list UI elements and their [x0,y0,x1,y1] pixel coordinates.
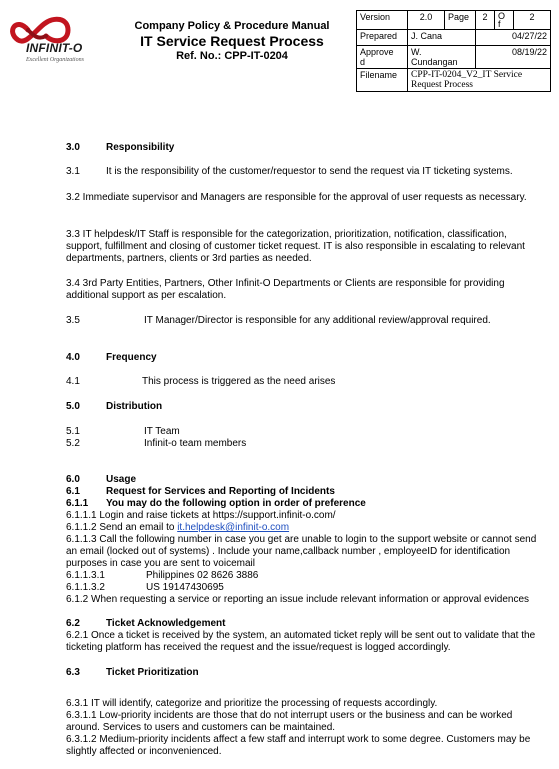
version-value: 2.0 [408,11,445,30]
page-label: Page [445,11,476,30]
section-title: Responsibility [106,142,175,153]
section-number: 3.0 [66,142,80,153]
item-6-1-2: 6.1.2 When requesting a service or reporting an issue include relevant information or approval evidences [66,594,530,605]
logo-wordmark: INFINIT-O [26,41,83,55]
item-number: 6.1.1.3.2 [66,582,105,593]
item-title: Request for Services and Reporting of Incidents [106,486,335,497]
item-number: 3.1 [66,166,80,177]
item-title: Ticket Prioritization [106,667,199,678]
item-6-3-1-1: 6.3.1.1 Low-priority incidents are those that do not interrupt users or the business and can be worked around. Services to users and customers can be maintained. [66,710,513,733]
item-text: It is the responsibility of the customer/requestor to send the request via IT ticketing systems. [106,166,513,177]
item-text: This process is triggered as the need arises [142,376,336,387]
item-6-3-1: 6.3.1 IT will identify, categorize and prioritize the processing of requests accordingly. [66,698,438,709]
item-5-2 [66,438,246,450]
approved-date: 08/19/22 [476,46,551,69]
reference-number: Ref. No.: CPP-IT-0204 [176,50,288,62]
page-number: 2 [476,11,495,30]
logo-tagline: Excellent Organizations [26,57,84,63]
section-title: Frequency [106,352,157,363]
item-3-5 [66,315,491,327]
manual-title: Company Policy & Procedure Manual [134,20,330,32]
item-number: 6.2 [66,618,80,629]
section-6-heading [66,474,136,486]
item-6-1-1-3: 6.1.1.3 Call the following number in case you get are unable to login to the support website or cannot send an email (locked out of systems) . Include your name,callback number , employeeID for identification purposes in case you are sent to voicemail [66,534,537,569]
item-number: 3.5 [66,315,80,326]
item-6-3-1-2: 6.3.1.2 Medium-priority incidents affect a few staff and interrupt work to some degree. Customers may be slightly affected or inconvenienced. [66,734,531,757]
item-3-4: 3.4 3rd Party Entities, Partners, Other Infinit-O Departments or Clients are responsible for providing additional support as per escalation. [66,278,505,301]
item-3-1 [66,166,513,178]
document-title: IT Service Request Process [140,33,324,49]
section-3-heading [66,142,174,154]
item-6-1-1-2 [66,522,289,534]
item-6-1-1-1: 6.1.1.1 Login and raise tickets at https://support.infinit-o.com/ [66,510,336,521]
page-total: 2 [514,11,551,30]
prepared-label: Prepared [357,30,408,46]
item-number: 6.1.1.3.1 [66,570,105,581]
infinit-o-logo [8,10,104,70]
item-6-1-1-heading [66,498,366,510]
item-6-2-1: 6.2.1 Once a ticket is received by the system, an automated ticket reply will be sent out to validate that the ticketing platform has received the request and the issue/request is logged accordingly. [66,630,536,653]
helpdesk-email-link[interactable]: it.helpdesk@infinit-o.com [177,522,290,533]
item-number: 6.1 [66,486,80,497]
item-number: 6.1.1 [66,498,89,509]
item-text: Philippines 02 8626 3886 [146,570,259,581]
item-6-1-1-3-1 [66,570,258,582]
approved-by: W. Cundangan [408,46,476,69]
item-text: US 19147430695 [146,582,224,593]
item-title: You may do the following option in order of preference [106,498,366,509]
item-3-2: 3.2 Immediate supervisor and Managers are responsible for the approval of user requests as necessary. [66,192,527,203]
item-5-1 [66,426,180,438]
item-text: Infinit-o team members [144,438,247,449]
section-number: 5.0 [66,401,80,412]
version-label: Version [357,11,408,30]
item-3-3: 3.3 IT helpdesk/IT Staff is responsible for the categorization, prioritization, notification, classification, support, fulfillment and closing of customer ticket request. IT is also responsible in escalating to relevant departments, partners, clients or 3rd parties as needed. [66,229,525,264]
item-text: IT Manager/Director is responsible for any additional review/approval required. [144,315,491,326]
item-text: 6.1.1.2 Send an email to [66,522,178,533]
prepared-date: 04/27/22 [476,30,551,46]
item-6-1-heading [66,486,335,498]
section-5-heading [66,401,162,413]
section-title: Usage [106,474,137,485]
item-4-1 [66,376,335,388]
document-control-table [356,10,551,92]
approved-label: Approve d [357,46,408,69]
section-number: 6.0 [66,474,80,485]
item-6-2-heading [66,618,225,630]
item-number: 5.1 [66,426,80,437]
item-title: Ticket Acknowledgement [106,618,226,629]
section-4-heading [66,352,157,364]
of-label: O f [495,11,514,30]
item-number: 6.3 [66,667,80,678]
filename-label: Filename [357,69,408,92]
item-6-1-1-3-2 [66,582,224,594]
header-title-block [114,20,350,63]
filename-value: CPP-IT-0204_V2_IT Service Request Process [408,69,551,92]
item-number: 5.2 [66,438,80,449]
section-title: Distribution [106,401,163,412]
section-number: 4.0 [66,352,80,363]
item-6-3-heading [66,667,199,679]
prepared-by: J. Cana [408,30,476,46]
document-header [4,4,555,96]
item-number: 4.1 [66,376,80,387]
item-text: IT Team [144,426,180,437]
